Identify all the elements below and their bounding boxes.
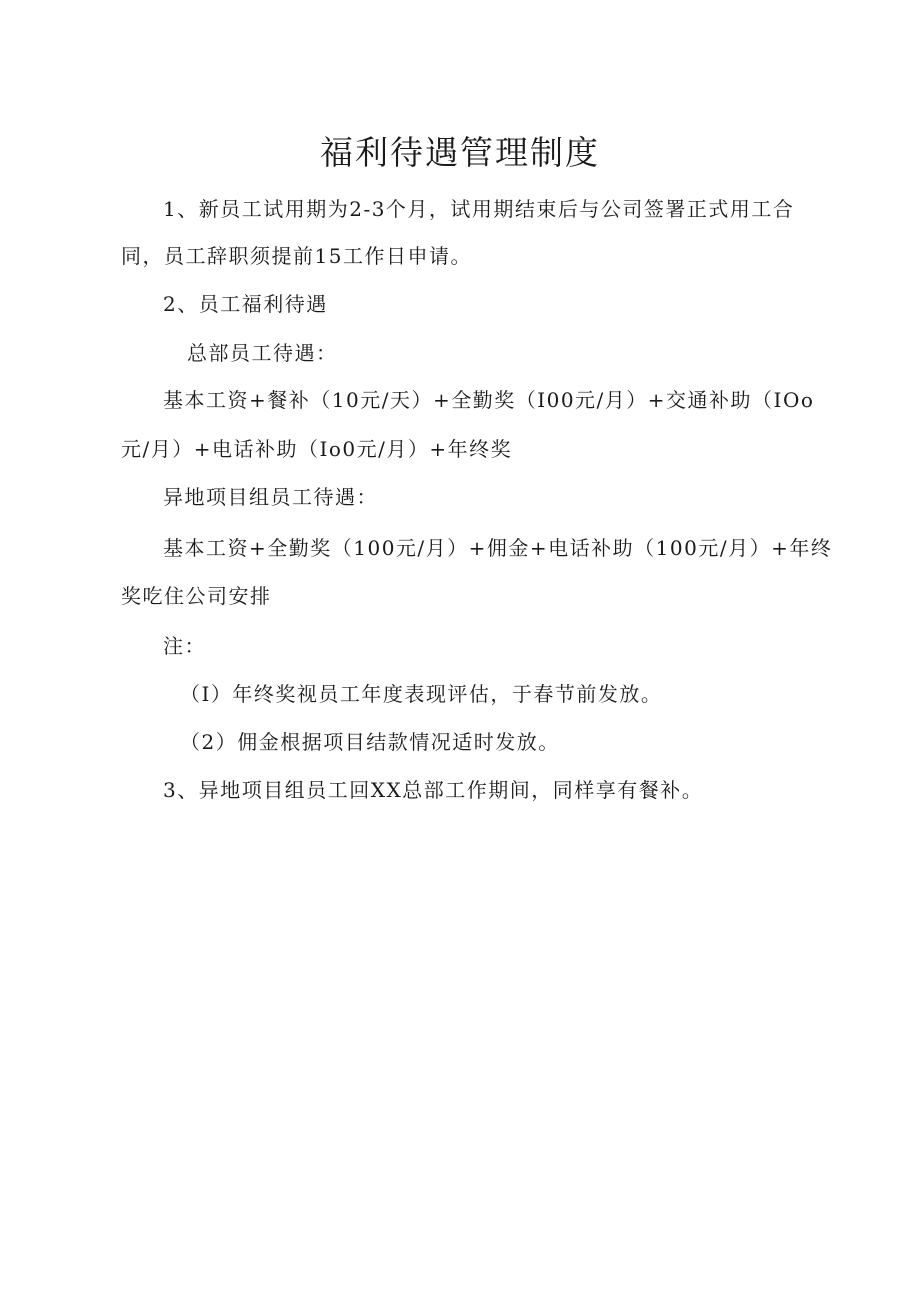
paragraph-1-line-1: 1、新员工试用期为2-3个月，试用期结束后与公司签署正式用工合 [163,197,795,221]
hq-staff-heading: 总部员工待遇： [187,341,338,365]
remote-staff-benefits-line-2: 奖吃住公司安排 [121,584,272,608]
note-item-1: （I）年终奖视员工年度表现评估，于春节前发放。 [180,682,663,706]
note-item-2: （2）佣金根据项目结款情况适时发放。 [180,730,560,754]
section-3-paragraph: 3、异地项目组员工回XX总部工作期间，同样享有餐补。 [163,778,704,802]
remote-staff-heading: 异地项目组员工待遇： [163,485,378,509]
hq-staff-benefits-line-1: 基本工资+餐补（10元/天）+全勤奖（I00元/月）+交通补助（IOo [163,388,815,412]
note-heading: 注： [163,634,206,658]
section-2-heading: 2、员工福利待遇 [163,292,328,316]
paragraph-1-line-2: 同，员工辞职须提前15工作日申请。 [121,244,472,268]
hq-staff-benefits-line-2: 元/月）+电话补助（Io0元/月）+年终奖 [121,437,513,461]
document-title: 福利待遇管理制度 [320,133,600,172]
remote-staff-benefits-line-1: 基本工资+全勤奖（100元/月）+佣金+电话补助（100元/月）+年终 [163,536,833,560]
